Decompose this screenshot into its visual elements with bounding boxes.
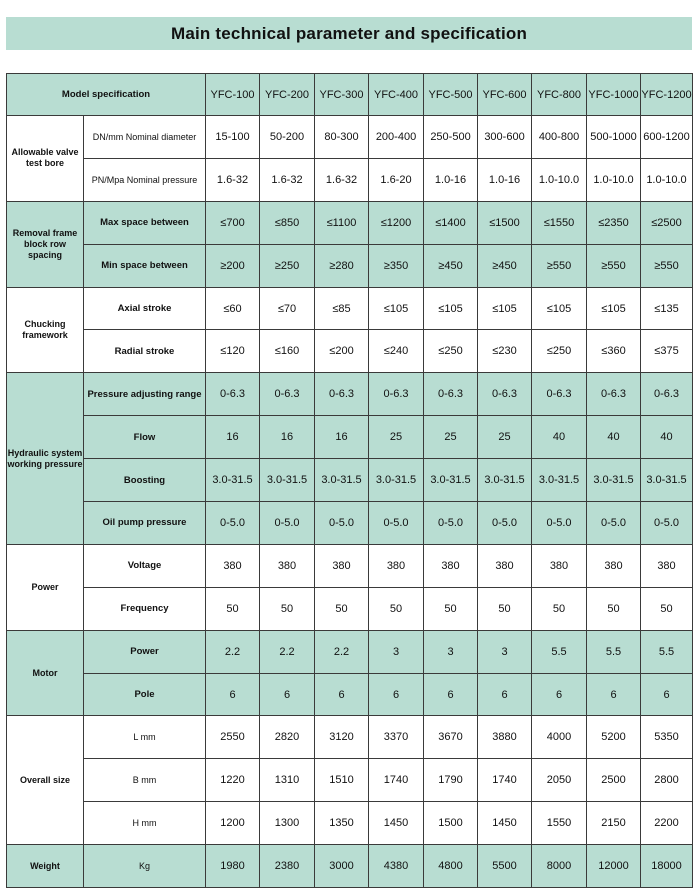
value-cell: ≤60 bbox=[206, 287, 260, 330]
table-row bbox=[7, 330, 693, 373]
value-cell: ≥350 bbox=[369, 244, 424, 287]
value-cell: 1.6-32 bbox=[260, 158, 315, 201]
value-cell: 400-800 bbox=[532, 116, 587, 159]
value-cell: 40 bbox=[641, 416, 693, 459]
value-cell: 1.0-16 bbox=[478, 158, 532, 201]
value-cell: ≤240 bbox=[369, 330, 424, 373]
value-cell: 5500 bbox=[478, 845, 532, 888]
value-cell: 2.2 bbox=[206, 630, 260, 673]
group-label: Motor bbox=[7, 630, 84, 716]
group-label: Overall size bbox=[7, 716, 84, 845]
value-cell: ≤105 bbox=[369, 287, 424, 330]
value-cell: ≤850 bbox=[260, 201, 315, 244]
group-label: Removal frame block row spacing bbox=[7, 201, 84, 287]
value-cell: ≤105 bbox=[424, 287, 478, 330]
value-cell: 0-6.3 bbox=[532, 373, 587, 416]
value-cell: 16 bbox=[206, 416, 260, 459]
value-cell: 25 bbox=[424, 416, 478, 459]
value-cell: 50 bbox=[532, 587, 587, 630]
value-cell: 0-5.0 bbox=[206, 502, 260, 545]
value-cell: 50 bbox=[641, 587, 693, 630]
value-cell: 3370 bbox=[369, 716, 424, 759]
value-cell: 3.0-31.5 bbox=[532, 459, 587, 502]
value-cell: ≤375 bbox=[641, 330, 693, 373]
value-cell: ≤200 bbox=[315, 330, 369, 373]
value-cell: 3670 bbox=[424, 716, 478, 759]
value-cell: ≥550 bbox=[587, 244, 641, 287]
table-row bbox=[7, 287, 693, 330]
row-label: Boosting bbox=[84, 459, 206, 502]
table-row bbox=[7, 802, 693, 845]
value-cell: 2050 bbox=[532, 759, 587, 802]
value-cell: 50 bbox=[260, 587, 315, 630]
value-cell: 0-6.3 bbox=[369, 373, 424, 416]
title-bar bbox=[6, 17, 692, 50]
row-label: Axial stroke bbox=[84, 287, 206, 330]
value-cell: 0-5.0 bbox=[478, 502, 532, 545]
group-label: Allowable valve test bore bbox=[7, 116, 84, 202]
row-label: Power bbox=[84, 630, 206, 673]
value-cell: ≤85 bbox=[315, 287, 369, 330]
value-cell: ≥550 bbox=[641, 244, 693, 287]
value-cell: 1220 bbox=[206, 759, 260, 802]
value-cell: 500-1000 bbox=[587, 116, 641, 159]
value-cell: 1.0-10.0 bbox=[532, 158, 587, 201]
group-label: Chucking framework bbox=[7, 287, 84, 373]
value-cell: ≥250 bbox=[260, 244, 315, 287]
value-cell: 2380 bbox=[260, 845, 315, 888]
value-cell: 5.5 bbox=[641, 630, 693, 673]
row-label: Pole bbox=[84, 673, 206, 716]
row-label: H mm bbox=[84, 802, 206, 845]
group-label: Power bbox=[7, 544, 84, 630]
model-header: YFC-400 bbox=[369, 74, 424, 116]
table-row bbox=[7, 845, 693, 888]
value-cell: 25 bbox=[369, 416, 424, 459]
value-cell: ≤105 bbox=[478, 287, 532, 330]
row-label: Flow bbox=[84, 416, 206, 459]
model-header: YFC-500 bbox=[424, 74, 478, 116]
row-label: Radial stroke bbox=[84, 330, 206, 373]
value-cell: 4000 bbox=[532, 716, 587, 759]
value-cell: 3 bbox=[478, 630, 532, 673]
value-cell: 380 bbox=[315, 544, 369, 587]
model-header: YFC-800 bbox=[532, 74, 587, 116]
value-cell: 50 bbox=[315, 587, 369, 630]
value-cell: 380 bbox=[532, 544, 587, 587]
value-cell: 0-6.3 bbox=[587, 373, 641, 416]
value-cell: 2820 bbox=[260, 716, 315, 759]
value-cell: 0-6.3 bbox=[260, 373, 315, 416]
value-cell: 0-5.0 bbox=[260, 502, 315, 545]
value-cell: 6 bbox=[206, 673, 260, 716]
value-cell: 1.0-16 bbox=[424, 158, 478, 201]
value-cell: 15-100 bbox=[206, 116, 260, 159]
value-cell: ≤105 bbox=[587, 287, 641, 330]
row-label: Frequency bbox=[84, 587, 206, 630]
value-cell: 0-5.0 bbox=[587, 502, 641, 545]
table-row bbox=[7, 416, 693, 459]
value-cell: 1.0-10.0 bbox=[587, 158, 641, 201]
value-cell: 0-6.3 bbox=[641, 373, 693, 416]
value-cell: 6 bbox=[369, 673, 424, 716]
value-cell: 6 bbox=[260, 673, 315, 716]
table-row bbox=[7, 373, 693, 416]
value-cell: ≤1500 bbox=[478, 201, 532, 244]
value-cell: ≤70 bbox=[260, 287, 315, 330]
value-cell: 600-1200 bbox=[641, 116, 693, 159]
group-label: Hydraulic system working pressure bbox=[7, 373, 84, 545]
spec-table bbox=[6, 73, 693, 888]
value-cell: ≥200 bbox=[206, 244, 260, 287]
value-cell: 80-300 bbox=[315, 116, 369, 159]
value-cell: 3.0-31.5 bbox=[369, 459, 424, 502]
model-header: YFC-1200 bbox=[641, 74, 693, 116]
value-cell: 1350 bbox=[315, 802, 369, 845]
value-cell: 6 bbox=[587, 673, 641, 716]
table-row bbox=[7, 116, 693, 159]
spec-table-body bbox=[7, 74, 693, 888]
value-cell: 2.2 bbox=[260, 630, 315, 673]
row-label: L mm bbox=[84, 716, 206, 759]
row-label: DN/mm Nominal diameter bbox=[84, 116, 206, 159]
value-cell: 3.0-31.5 bbox=[641, 459, 693, 502]
value-cell: 16 bbox=[260, 416, 315, 459]
table-row bbox=[7, 759, 693, 802]
value-cell: 3.0-31.5 bbox=[260, 459, 315, 502]
value-cell: ≥550 bbox=[532, 244, 587, 287]
table-row bbox=[7, 201, 693, 244]
value-cell: 1450 bbox=[478, 802, 532, 845]
model-header: YFC-200 bbox=[260, 74, 315, 116]
value-cell: 3.0-31.5 bbox=[424, 459, 478, 502]
value-cell: 50 bbox=[206, 587, 260, 630]
value-cell: 2150 bbox=[587, 802, 641, 845]
header-row bbox=[7, 74, 693, 116]
table-row bbox=[7, 244, 693, 287]
group-label: Weight bbox=[7, 845, 84, 888]
value-cell: 380 bbox=[424, 544, 478, 587]
value-cell: ≥450 bbox=[424, 244, 478, 287]
value-cell: 0-5.0 bbox=[532, 502, 587, 545]
value-cell: 18000 bbox=[641, 845, 693, 888]
row-label: Kg bbox=[84, 845, 206, 888]
value-cell: 6 bbox=[532, 673, 587, 716]
value-cell: ≤135 bbox=[641, 287, 693, 330]
value-cell: 4380 bbox=[369, 845, 424, 888]
value-cell: 1550 bbox=[532, 802, 587, 845]
value-cell: 0-5.0 bbox=[641, 502, 693, 545]
row-label: Voltage bbox=[84, 544, 206, 587]
model-header: YFC-100 bbox=[206, 74, 260, 116]
value-cell: 50 bbox=[369, 587, 424, 630]
value-cell: 2200 bbox=[641, 802, 693, 845]
table-row bbox=[7, 158, 693, 201]
value-cell: 6 bbox=[424, 673, 478, 716]
value-cell: ≤1200 bbox=[369, 201, 424, 244]
value-cell: 3 bbox=[369, 630, 424, 673]
value-cell: ≤1550 bbox=[532, 201, 587, 244]
value-cell: ≤250 bbox=[532, 330, 587, 373]
value-cell: 40 bbox=[532, 416, 587, 459]
table-row bbox=[7, 502, 693, 545]
value-cell: 50-200 bbox=[260, 116, 315, 159]
table-row bbox=[7, 544, 693, 587]
table-row bbox=[7, 630, 693, 673]
value-cell: ≤105 bbox=[532, 287, 587, 330]
value-cell: 1450 bbox=[369, 802, 424, 845]
value-cell: 12000 bbox=[587, 845, 641, 888]
value-cell: 8000 bbox=[532, 845, 587, 888]
value-cell: ≤1400 bbox=[424, 201, 478, 244]
row-label: PN/Mpa Nominal pressure bbox=[84, 158, 206, 201]
value-cell: 2550 bbox=[206, 716, 260, 759]
value-cell: 1980 bbox=[206, 845, 260, 888]
value-cell: ≥280 bbox=[315, 244, 369, 287]
value-cell: 0-5.0 bbox=[315, 502, 369, 545]
value-cell: 6 bbox=[315, 673, 369, 716]
model-header: YFC-1000 bbox=[587, 74, 641, 116]
value-cell: 1790 bbox=[424, 759, 478, 802]
value-cell: 1740 bbox=[478, 759, 532, 802]
value-cell: 1200 bbox=[206, 802, 260, 845]
row-label: Pressure adjusting range bbox=[84, 373, 206, 416]
value-cell: 1740 bbox=[369, 759, 424, 802]
page-title: Main technical parameter and specification bbox=[170, 23, 528, 43]
value-cell: 3.0-31.5 bbox=[587, 459, 641, 502]
value-cell: 5350 bbox=[641, 716, 693, 759]
value-cell: ≤120 bbox=[206, 330, 260, 373]
value-cell: 5200 bbox=[587, 716, 641, 759]
value-cell: 3.0-31.5 bbox=[315, 459, 369, 502]
table-row bbox=[7, 716, 693, 759]
value-cell: ≤160 bbox=[260, 330, 315, 373]
value-cell: 380 bbox=[587, 544, 641, 587]
value-cell: 1.6-20 bbox=[369, 158, 424, 201]
value-cell: 3120 bbox=[315, 716, 369, 759]
value-cell: 0-5.0 bbox=[424, 502, 478, 545]
row-label: B mm bbox=[84, 759, 206, 802]
value-cell: 380 bbox=[369, 544, 424, 587]
value-cell: 1310 bbox=[260, 759, 315, 802]
value-cell: 5.5 bbox=[532, 630, 587, 673]
value-cell: 250-500 bbox=[424, 116, 478, 159]
value-cell: 3 bbox=[424, 630, 478, 673]
value-cell: 3.0-31.5 bbox=[478, 459, 532, 502]
value-cell: 1300 bbox=[260, 802, 315, 845]
value-cell: 4800 bbox=[424, 845, 478, 888]
row-label: Min space between bbox=[84, 244, 206, 287]
value-cell: 380 bbox=[206, 544, 260, 587]
value-cell: 0-6.3 bbox=[424, 373, 478, 416]
value-cell: 2500 bbox=[587, 759, 641, 802]
value-cell: 1.6-32 bbox=[315, 158, 369, 201]
header-label: Model specification bbox=[7, 74, 206, 116]
value-cell: ≤1100 bbox=[315, 201, 369, 244]
value-cell: 3.0-31.5 bbox=[206, 459, 260, 502]
value-cell: 0-6.3 bbox=[206, 373, 260, 416]
value-cell: ≤2350 bbox=[587, 201, 641, 244]
value-cell: 6 bbox=[641, 673, 693, 716]
value-cell: 1.0-10.0 bbox=[641, 158, 693, 201]
value-cell: 1.6-32 bbox=[206, 158, 260, 201]
model-header: YFC-300 bbox=[315, 74, 369, 116]
value-cell: ≤360 bbox=[587, 330, 641, 373]
value-cell: 2.2 bbox=[315, 630, 369, 673]
value-cell: 5.5 bbox=[587, 630, 641, 673]
value-cell: ≤250 bbox=[424, 330, 478, 373]
value-cell: 380 bbox=[478, 544, 532, 587]
value-cell: 300-600 bbox=[478, 116, 532, 159]
value-cell: 50 bbox=[587, 587, 641, 630]
value-cell: 3000 bbox=[315, 845, 369, 888]
value-cell: 0-5.0 bbox=[369, 502, 424, 545]
value-cell: 6 bbox=[478, 673, 532, 716]
value-cell: 0-6.3 bbox=[315, 373, 369, 416]
row-label: Oil pump pressure bbox=[84, 502, 206, 545]
value-cell: 200-400 bbox=[369, 116, 424, 159]
table-row bbox=[7, 459, 693, 502]
table-row bbox=[7, 673, 693, 716]
value-cell: 16 bbox=[315, 416, 369, 459]
value-cell: ≤700 bbox=[206, 201, 260, 244]
value-cell: 380 bbox=[260, 544, 315, 587]
value-cell: 1500 bbox=[424, 802, 478, 845]
value-cell: 1510 bbox=[315, 759, 369, 802]
table-row bbox=[7, 587, 693, 630]
value-cell: 50 bbox=[424, 587, 478, 630]
value-cell: 40 bbox=[587, 416, 641, 459]
value-cell: 50 bbox=[478, 587, 532, 630]
value-cell: 380 bbox=[641, 544, 693, 587]
value-cell: ≤2500 bbox=[641, 201, 693, 244]
value-cell: ≤230 bbox=[478, 330, 532, 373]
value-cell: 0-6.3 bbox=[478, 373, 532, 416]
value-cell: 25 bbox=[478, 416, 532, 459]
value-cell: ≥450 bbox=[478, 244, 532, 287]
row-label: Max space between bbox=[84, 201, 206, 244]
model-header: YFC-600 bbox=[478, 74, 532, 116]
value-cell: 2800 bbox=[641, 759, 693, 802]
value-cell: 3880 bbox=[478, 716, 532, 759]
